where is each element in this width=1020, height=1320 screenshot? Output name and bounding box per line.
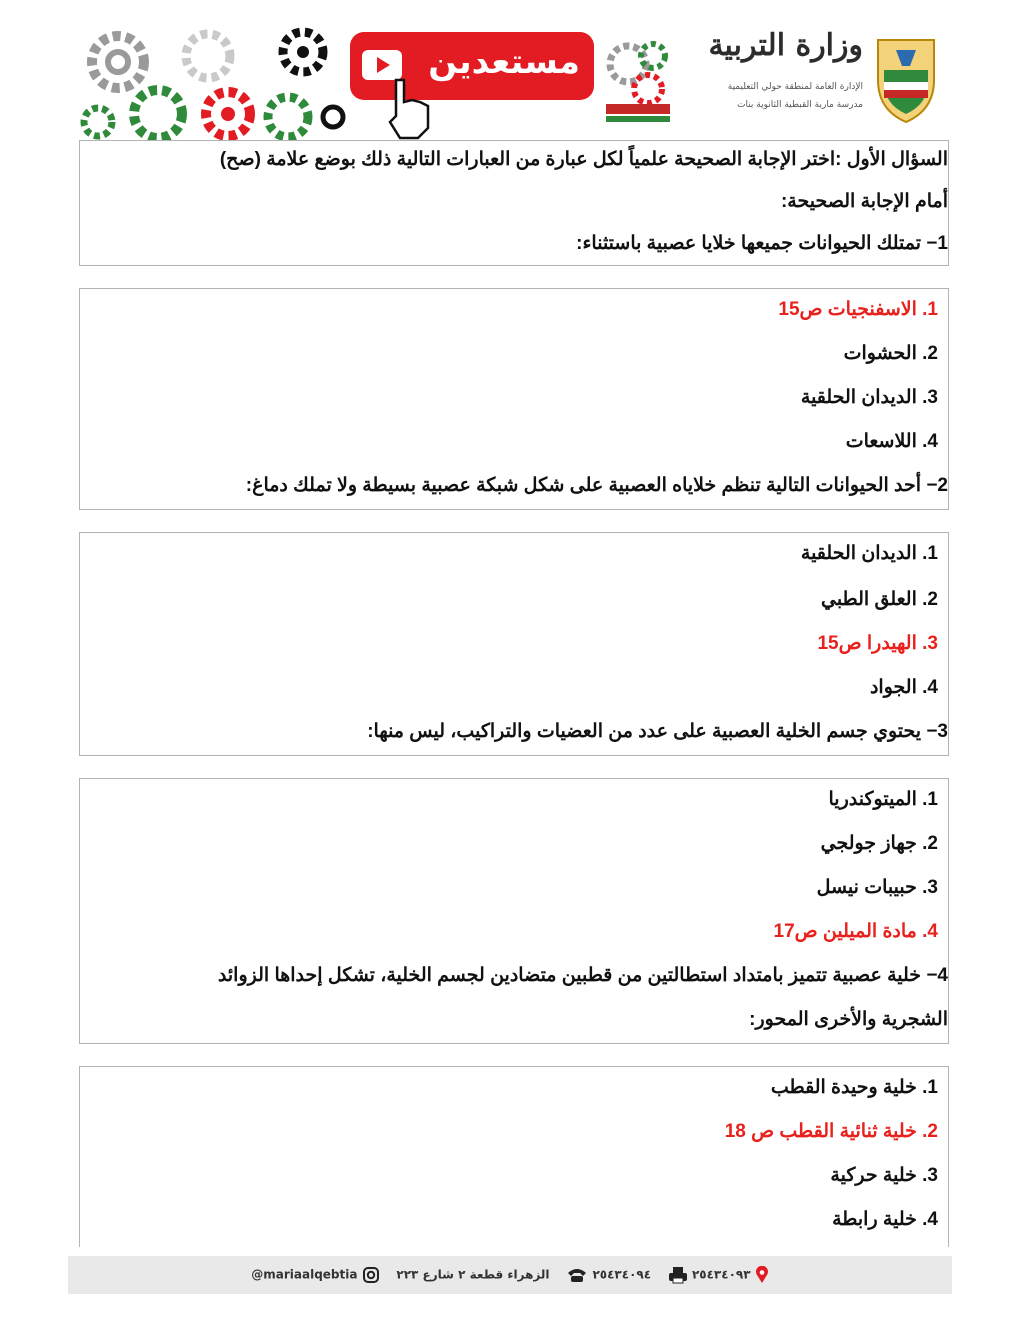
gears-decoration <box>78 22 348 140</box>
q1-option-4[interactable]: 4. اللاسعات <box>845 431 938 452</box>
q1-option-3[interactable]: 3. الديدان الحلقية <box>800 387 938 408</box>
ministry-subtitle: الإدارة العامة لمنطقة حولي التعليمية <box>727 82 863 92</box>
intro-line-1: السؤال الأول :اختر الإجابة الصحيحة علمياً لكل عبارة من العبارات التالية ذلك بوضع علامة (صح) <box>219 149 948 170</box>
q3-option-3[interactable]: 3. حبيبات نيسل <box>816 877 938 898</box>
question-4-stem-line-1: 4− خلية عصبية تتميز بامتداد استطالتين من قطبين متضادين لجسم الخلية، تشكل إحداها الزوائد <box>217 965 948 986</box>
q3-option-4[interactable]: 4. مادة الميلين ص17 <box>773 921 938 942</box>
q2-option-1[interactable]: 1. الديدان الحلقية <box>800 543 938 564</box>
intro-line-2: أمام الإجابة الصحيحة: <box>780 191 948 212</box>
cursor-hand-icon <box>378 72 438 142</box>
phone-number: ٢٥٤٣٤٠٩٤ <box>592 1267 652 1282</box>
footer-contact <box>68 1266 952 1284</box>
question-4-stem-line-2: الشجرية والأخرى المحور: <box>749 1009 948 1030</box>
instagram-icon <box>362 1266 380 1284</box>
question-3-box <box>79 778 949 1044</box>
question-3-stem: 3− يحتوي جسم الخلية العصبية على عدد من العضيات والتراكيب، ليس منها: <box>367 721 948 742</box>
question-1-stem: 1− تمتلك الحيوانات جميعها خلايا عصبية باستثناء: <box>576 233 948 254</box>
fax-number: ٢٥٤٣٤٠٩٣ <box>691 1267 751 1282</box>
phone-icon <box>566 1266 588 1284</box>
fax-icon <box>668 1266 688 1284</box>
subscribe-label: مستعدين <box>428 42 580 82</box>
question-2-stem: 2− أحد الحيوانات التالية تنظم خلاياه العصبية على شكل شبكة عصبية بسيطة ولا تملك دماغ: <box>245 475 948 496</box>
location-pin-icon <box>755 1266 769 1284</box>
kuwait-emblem-icon <box>870 30 942 126</box>
q4-option-4[interactable]: 4. خلية رابطة <box>832 1209 938 1230</box>
q4-option-2[interactable]: 2. خلية ثنائية القطب ص 18 <box>724 1121 938 1142</box>
q4-option-3[interactable]: 3. خلية حركية <box>830 1165 938 1186</box>
q2-option-3[interactable]: 3. الهيدرا ص15 <box>817 633 938 654</box>
page-header <box>78 22 948 140</box>
q2-option-2[interactable]: 2. العلق الطبي <box>820 589 938 610</box>
q3-option-1[interactable]: 1. الميتوكندريا <box>828 789 938 810</box>
q4-option-1[interactable]: 1. خلية وحيدة القطب <box>770 1077 938 1098</box>
q3-option-2[interactable]: 2. جهاز جولجي <box>820 833 938 854</box>
ministry-title: وزارة التربية <box>708 28 863 63</box>
q1-option-1[interactable]: 1. الاسفنجيات ص15 <box>778 299 938 320</box>
page-footer <box>68 1256 952 1294</box>
school-name: مدرسة مارية القبطية الثانوية بنات <box>737 100 863 110</box>
school-logo-icon <box>598 34 678 130</box>
q1-option-2[interactable]: 2. الحشوات <box>843 343 938 364</box>
instagram-handle[interactable]: @mariaalqebtia <box>251 1267 358 1282</box>
address-text: الزهراء قطعة ٢ شارع ٢٢٣ <box>396 1267 550 1282</box>
q2-option-4[interactable]: 4. الجواد <box>869 677 938 698</box>
